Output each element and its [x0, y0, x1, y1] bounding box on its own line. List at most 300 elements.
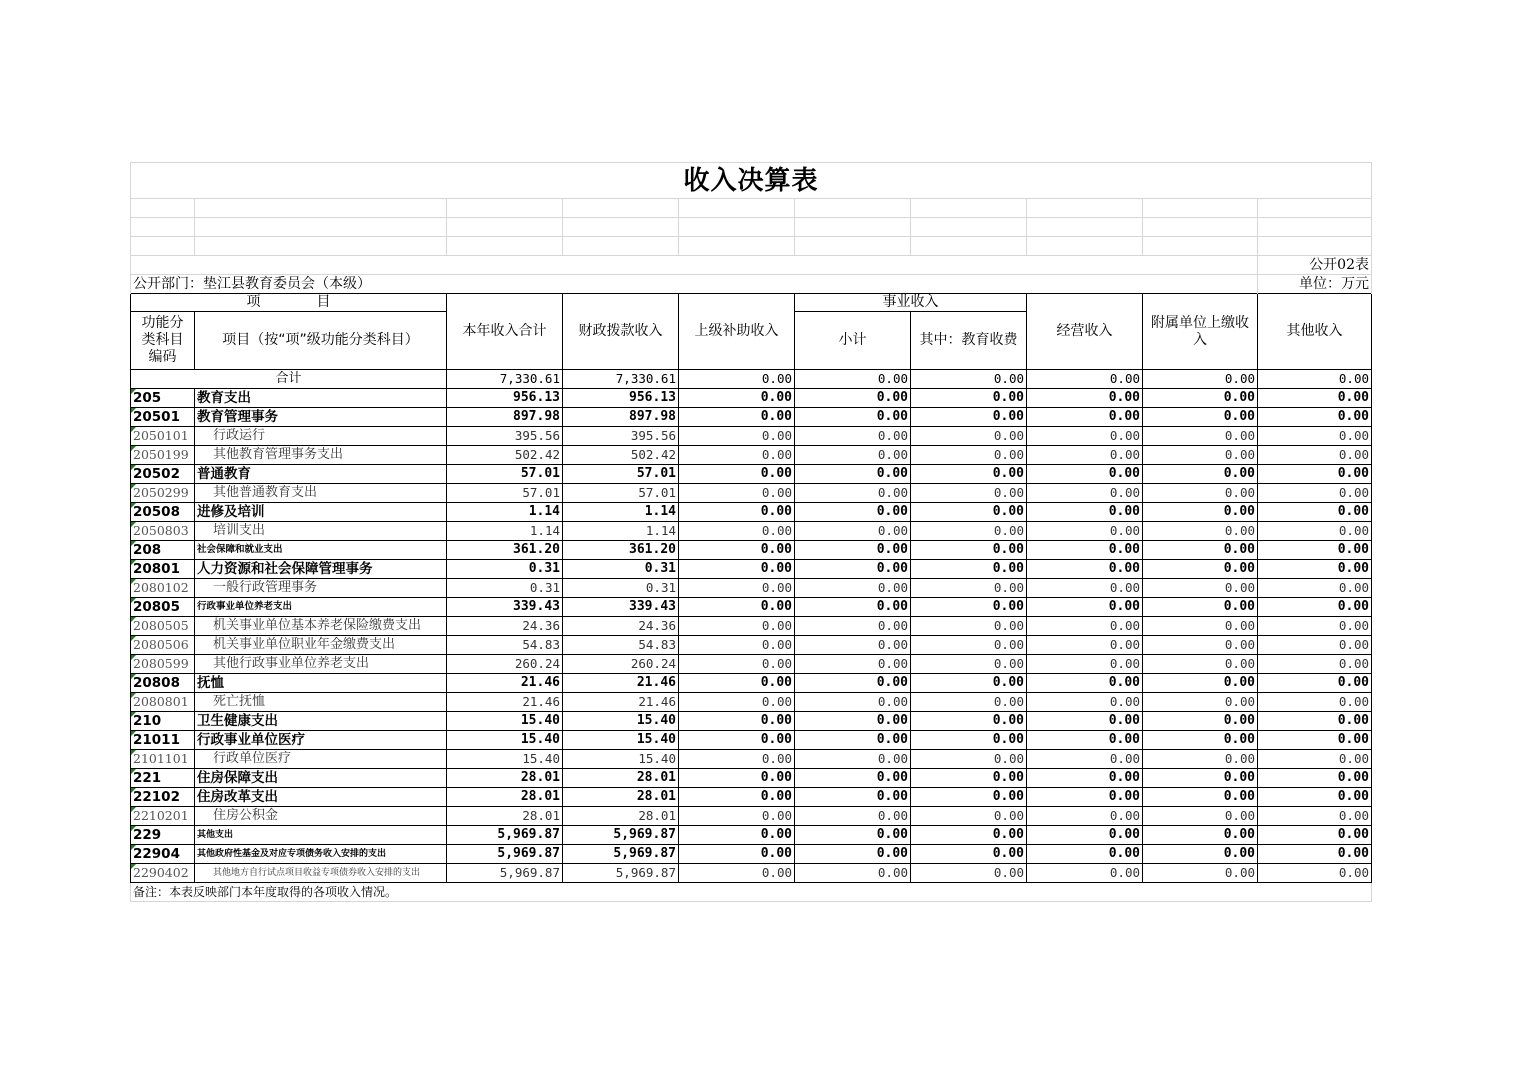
amount-cell: 0.00	[911, 693, 1027, 712]
amount-cell: 0.00	[679, 864, 795, 883]
amount-cell: 0.00	[795, 826, 911, 845]
item-name-cell: 普通教育	[195, 465, 447, 484]
amount-cell: 1.14	[447, 503, 563, 522]
item-name-cell: 其他普通教育支出	[195, 484, 447, 503]
amount-cell: 28.01	[563, 769, 679, 788]
amount-cell: 0.00	[1258, 845, 1372, 864]
amount-cell: 0.00	[795, 807, 911, 826]
table-row	[131, 826, 1372, 845]
amount-cell: 0.00	[1027, 579, 1143, 598]
amount-cell: 0.00	[795, 674, 911, 693]
amount-cell: 0.31	[563, 560, 679, 579]
amount-cell: 0.00	[1027, 845, 1143, 864]
amount-cell: 24.36	[563, 617, 679, 636]
total-cell: 0.00	[679, 370, 795, 389]
amount-cell: 54.83	[563, 636, 679, 655]
amount-cell: 0.00	[911, 484, 1027, 503]
function-code-cell: 208	[131, 541, 195, 560]
amount-cell: 5,969.87	[563, 864, 679, 883]
function-code-cell: 2080505	[131, 617, 195, 636]
table-row	[131, 503, 1372, 522]
amount-cell: 54.83	[447, 636, 563, 655]
amount-cell: 0.00	[1027, 636, 1143, 655]
item-name-cell: 行政单位医疗	[195, 750, 447, 769]
amount-cell: 0.00	[911, 655, 1027, 674]
amount-cell: 0.00	[1027, 560, 1143, 579]
amount-cell: 0.00	[1258, 750, 1372, 769]
amount-cell: 0.00	[911, 788, 1027, 807]
amount-cell: 1.14	[563, 503, 679, 522]
footnote: 备注：本表反映部门本年度取得的各项收入情况。	[131, 883, 1372, 902]
amount-cell: 28.01	[563, 788, 679, 807]
amount-cell: 5,969.87	[563, 845, 679, 864]
amount-cell: 0.00	[1143, 750, 1258, 769]
amount-cell: 0.00	[911, 617, 1027, 636]
amount-cell: 0.00	[911, 427, 1027, 446]
amount-cell: 0.00	[679, 484, 795, 503]
amount-cell: 0.31	[447, 560, 563, 579]
amount-cell: 0.00	[1143, 617, 1258, 636]
amount-cell: 0.00	[1258, 807, 1372, 826]
item-name-cell: 其他教育管理事务支出	[195, 446, 447, 465]
amount-cell: 0.00	[1143, 484, 1258, 503]
amount-cell: 0.00	[1027, 731, 1143, 750]
amount-cell: 0.00	[795, 712, 911, 731]
amount-cell: 0.00	[1258, 598, 1372, 617]
amount-cell: 0.00	[1258, 522, 1372, 541]
amount-cell: 21.46	[447, 693, 563, 712]
function-code-cell: 2050101	[131, 427, 195, 446]
amount-cell: 0.00	[679, 655, 795, 674]
table-row	[131, 693, 1372, 712]
table-row	[131, 446, 1372, 465]
amount-cell: 0.00	[795, 864, 911, 883]
amount-cell: 5,969.87	[447, 845, 563, 864]
amount-cell: 0.00	[1258, 864, 1372, 883]
amount-cell: 0.00	[1258, 636, 1372, 655]
item-name-cell: 卫生健康支出	[195, 712, 447, 731]
amount-cell: 5,969.87	[563, 826, 679, 845]
header-affiliated: 附属单位上缴收入	[1143, 294, 1258, 370]
table-header	[131, 294, 1372, 370]
table-row	[131, 731, 1372, 750]
table-row	[131, 617, 1372, 636]
amount-cell: 0.00	[1258, 674, 1372, 693]
amount-cell: 0.00	[1258, 693, 1372, 712]
function-code-cell: 229	[131, 826, 195, 845]
header-subtotal: 小计	[795, 312, 911, 370]
header-business: 经营收入	[1027, 294, 1143, 370]
table-row	[131, 560, 1372, 579]
amount-cell: 5,969.87	[447, 864, 563, 883]
item-name-cell: 住房改革支出	[195, 788, 447, 807]
amount-cell: 0.00	[911, 560, 1027, 579]
amount-cell: 24.36	[447, 617, 563, 636]
amount-cell: 0.00	[679, 389, 795, 408]
amount-cell: 0.00	[1143, 465, 1258, 484]
amount-cell: 57.01	[563, 465, 679, 484]
amount-cell: 15.40	[447, 712, 563, 731]
table-row	[131, 769, 1372, 788]
amount-cell: 0.00	[679, 579, 795, 598]
amount-cell: 0.00	[795, 693, 911, 712]
amount-cell: 0.00	[795, 541, 911, 560]
table-row	[131, 674, 1372, 693]
amount-cell: 897.98	[447, 408, 563, 427]
table-row	[131, 864, 1372, 883]
amount-cell: 502.42	[447, 446, 563, 465]
amount-cell: 0.00	[911, 674, 1027, 693]
amount-cell: 260.24	[563, 655, 679, 674]
amount-cell: 0.00	[1143, 522, 1258, 541]
income-statement-sheet	[130, 162, 1371, 902]
amount-cell: 0.00	[1143, 731, 1258, 750]
table-row	[131, 579, 1372, 598]
header-total-income: 本年收入合计	[447, 294, 563, 370]
item-name-cell: 教育支出	[195, 389, 447, 408]
amount-cell: 0.00	[795, 522, 911, 541]
amount-cell: 0.00	[1143, 693, 1258, 712]
amount-cell: 0.00	[1143, 541, 1258, 560]
amount-cell: 0.00	[1027, 655, 1143, 674]
amount-cell: 0.00	[1027, 769, 1143, 788]
total-label: 合计	[131, 370, 447, 389]
amount-cell: 0.00	[1258, 579, 1372, 598]
item-name-cell: 机关事业单位基本养老保险缴费支出	[195, 617, 447, 636]
amount-cell: 0.00	[1027, 807, 1143, 826]
item-name-cell: 行政事业单位医疗	[195, 731, 447, 750]
amount-cell: 0.00	[795, 617, 911, 636]
item-name-cell: 住房公积金	[195, 807, 447, 826]
amount-cell: 0.00	[1027, 864, 1143, 883]
function-code-cell: 22102	[131, 788, 195, 807]
amount-cell: 0.00	[1143, 655, 1258, 674]
table-row	[131, 712, 1372, 731]
amount-cell: 0.00	[1143, 503, 1258, 522]
amount-cell: 0.00	[1143, 560, 1258, 579]
amount-cell: 0.00	[1143, 788, 1258, 807]
amount-cell: 0.00	[911, 408, 1027, 427]
amount-cell: 0.00	[1143, 826, 1258, 845]
amount-cell: 339.43	[447, 598, 563, 617]
item-name-cell: 培训支出	[195, 522, 447, 541]
amount-cell: 0.00	[911, 712, 1027, 731]
amount-cell: 260.24	[447, 655, 563, 674]
table-row	[131, 408, 1372, 427]
amount-cell: 0.00	[679, 598, 795, 617]
amount-cell: 0.00	[1027, 446, 1143, 465]
function-code-cell: 2080801	[131, 693, 195, 712]
amount-cell: 0.00	[795, 465, 911, 484]
amount-cell: 15.40	[447, 731, 563, 750]
amount-cell: 0.00	[911, 750, 1027, 769]
amount-cell: 0.00	[1143, 807, 1258, 826]
amount-cell: 0.00	[1258, 484, 1372, 503]
amount-cell: 0.00	[679, 636, 795, 655]
amount-cell: 0.00	[1258, 655, 1372, 674]
amount-cell: 0.00	[1027, 598, 1143, 617]
amount-cell: 0.00	[911, 826, 1027, 845]
amount-cell: 0.00	[679, 560, 795, 579]
amount-cell: 0.00	[679, 750, 795, 769]
table-row	[131, 750, 1372, 769]
amount-cell: 15.40	[563, 750, 679, 769]
amount-cell: 0.00	[1143, 446, 1258, 465]
amount-cell: 361.20	[563, 541, 679, 560]
item-name-cell: 行政事业单位养老支出	[195, 598, 447, 617]
item-name-cell: 抚恤	[195, 674, 447, 693]
table-row	[131, 484, 1372, 503]
table-row	[131, 636, 1372, 655]
amount-cell: 0.00	[911, 541, 1027, 560]
amount-cell: 0.00	[679, 446, 795, 465]
amount-cell: 0.00	[679, 674, 795, 693]
function-code-cell: 21011	[131, 731, 195, 750]
header-code: 功能分类科目编码	[131, 312, 195, 370]
amount-cell: 0.00	[1027, 427, 1143, 446]
amount-cell: 0.00	[1258, 427, 1372, 446]
table-row	[131, 598, 1372, 617]
item-name-cell: 住房保障支出	[195, 769, 447, 788]
amount-cell: 0.00	[795, 389, 911, 408]
amount-cell: 28.01	[447, 788, 563, 807]
table-number: 公开02表	[1258, 256, 1372, 275]
function-code-cell: 20508	[131, 503, 195, 522]
amount-cell: 0.00	[1027, 408, 1143, 427]
amount-cell: 0.00	[911, 845, 1027, 864]
amount-cell: 0.00	[679, 731, 795, 750]
amount-cell: 0.00	[1027, 484, 1143, 503]
amount-cell: 0.00	[1027, 389, 1143, 408]
amount-cell: 0.00	[679, 693, 795, 712]
function-code-cell: 221	[131, 769, 195, 788]
amount-cell: 0.00	[1143, 579, 1258, 598]
amount-cell: 0.00	[1143, 769, 1258, 788]
function-code-cell: 22904	[131, 845, 195, 864]
amount-cell: 0.00	[1258, 389, 1372, 408]
amount-cell: 0.00	[911, 579, 1027, 598]
table-row	[131, 845, 1372, 864]
table-row	[131, 522, 1372, 541]
amount-cell: 0.00	[795, 579, 911, 598]
amount-cell: 0.00	[1027, 465, 1143, 484]
function-code-cell: 2080506	[131, 636, 195, 655]
amount-cell: 0.00	[911, 864, 1027, 883]
function-code-cell: 20501	[131, 408, 195, 427]
amount-cell: 5,969.87	[447, 826, 563, 845]
amount-cell: 57.01	[447, 484, 563, 503]
amount-cell: 0.00	[911, 807, 1027, 826]
amount-cell: 956.13	[447, 389, 563, 408]
amount-cell: 15.40	[447, 750, 563, 769]
amount-cell: 0.31	[447, 579, 563, 598]
table-row	[131, 655, 1372, 674]
amount-cell: 0.00	[911, 636, 1027, 655]
amount-cell: 0.31	[563, 579, 679, 598]
amount-cell: 0.00	[679, 845, 795, 864]
table-row	[131, 788, 1372, 807]
amount-cell: 0.00	[1258, 465, 1372, 484]
amount-cell: 0.00	[1027, 503, 1143, 522]
header-fiscal: 财政拨款收入	[563, 294, 679, 370]
amount-cell: 0.00	[679, 541, 795, 560]
amount-cell: 0.00	[1143, 408, 1258, 427]
amount-cell: 0.00	[1258, 541, 1372, 560]
amount-cell: 0.00	[1258, 769, 1372, 788]
total-cell: 7,330.61	[563, 370, 679, 389]
amount-cell: 0.00	[795, 845, 911, 864]
amount-cell: 395.56	[447, 427, 563, 446]
page-title: 收入决算表	[131, 163, 1372, 199]
item-name-cell: 其他地方自行试点项目收益专项债券收入安排的支出	[195, 864, 447, 883]
amount-cell: 0.00	[1258, 408, 1372, 427]
table-body	[131, 370, 1372, 883]
amount-cell: 0.00	[679, 769, 795, 788]
amount-cell: 956.13	[563, 389, 679, 408]
amount-cell: 0.00	[1258, 560, 1372, 579]
amount-cell: 0.00	[795, 750, 911, 769]
item-name-cell: 进修及培训	[195, 503, 447, 522]
amount-cell: 0.00	[1027, 541, 1143, 560]
header-edu-fee: 其中：教育收费	[911, 312, 1027, 370]
item-name-cell: 人力资源和社会保障管理事务	[195, 560, 447, 579]
amount-cell: 361.20	[447, 541, 563, 560]
function-code-cell: 2101101	[131, 750, 195, 769]
amount-cell: 1.14	[563, 522, 679, 541]
amount-cell: 0.00	[679, 712, 795, 731]
income-table	[130, 162, 1372, 902]
function-code-cell: 2210201	[131, 807, 195, 826]
amount-cell: 21.46	[447, 674, 563, 693]
amount-cell: 0.00	[679, 465, 795, 484]
amount-cell: 1.14	[447, 522, 563, 541]
amount-cell: 0.00	[911, 389, 1027, 408]
header-superior: 上级补助收入	[679, 294, 795, 370]
amount-cell: 0.00	[795, 655, 911, 674]
total-cell: 0.00	[795, 370, 911, 389]
amount-cell: 395.56	[563, 427, 679, 446]
amount-cell: 0.00	[911, 769, 1027, 788]
amount-cell: 0.00	[1027, 522, 1143, 541]
total-cell: 0.00	[1027, 370, 1143, 389]
function-code-cell: 20808	[131, 674, 195, 693]
amount-cell: 0.00	[911, 465, 1027, 484]
amount-cell: 0.00	[795, 427, 911, 446]
item-name-cell: 行政运行	[195, 427, 447, 446]
amount-cell: 0.00	[1258, 712, 1372, 731]
amount-cell: 0.00	[1143, 598, 1258, 617]
amount-cell: 0.00	[679, 617, 795, 636]
amount-cell: 0.00	[1143, 712, 1258, 731]
amount-cell: 0.00	[1258, 503, 1372, 522]
amount-cell: 28.01	[563, 807, 679, 826]
function-code-cell: 2290402	[131, 864, 195, 883]
amount-cell: 0.00	[1027, 693, 1143, 712]
header-name: 项目（按“项”级功能分类科目）	[195, 312, 447, 370]
amount-cell: 0.00	[1027, 712, 1143, 731]
function-code-cell: 2050803	[131, 522, 195, 541]
amount-cell: 0.00	[679, 408, 795, 427]
amount-cell: 15.40	[563, 712, 679, 731]
amount-cell: 0.00	[795, 598, 911, 617]
function-code-cell: 20502	[131, 465, 195, 484]
amount-cell: 0.00	[679, 788, 795, 807]
amount-cell: 0.00	[911, 446, 1027, 465]
amount-cell: 0.00	[679, 522, 795, 541]
amount-cell: 0.00	[1027, 826, 1143, 845]
function-code-cell: 2050199	[131, 446, 195, 465]
amount-cell: 0.00	[679, 826, 795, 845]
amount-cell: 0.00	[795, 560, 911, 579]
amount-cell: 339.43	[563, 598, 679, 617]
amount-cell: 0.00	[795, 484, 911, 503]
amount-cell: 0.00	[1143, 636, 1258, 655]
amount-cell: 0.00	[679, 807, 795, 826]
item-name-cell: 死亡抚恤	[195, 693, 447, 712]
amount-cell: 0.00	[1027, 750, 1143, 769]
amount-cell: 0.00	[1258, 731, 1372, 750]
item-name-cell: 机关事业单位职业年金缴费支出	[195, 636, 447, 655]
table-row	[131, 465, 1372, 484]
amount-cell: 0.00	[795, 788, 911, 807]
amount-cell: 0.00	[795, 731, 911, 750]
amount-cell: 0.00	[1143, 864, 1258, 883]
amount-cell: 0.00	[911, 598, 1027, 617]
function-code-cell: 2050299	[131, 484, 195, 503]
amount-cell: 0.00	[795, 769, 911, 788]
amount-cell: 0.00	[795, 503, 911, 522]
amount-cell: 0.00	[1258, 446, 1372, 465]
amount-cell: 21.46	[563, 674, 679, 693]
amount-cell: 57.01	[563, 484, 679, 503]
table-row	[131, 427, 1372, 446]
amount-cell: 0.00	[1027, 788, 1143, 807]
amount-cell: 57.01	[447, 465, 563, 484]
total-cell: 0.00	[1143, 370, 1258, 389]
function-code-cell: 2080102	[131, 579, 195, 598]
total-row	[131, 370, 1372, 389]
amount-cell: 897.98	[563, 408, 679, 427]
amount-cell: 28.01	[447, 807, 563, 826]
table-row	[131, 807, 1372, 826]
function-code-cell: 2080599	[131, 655, 195, 674]
amount-cell: 15.40	[563, 731, 679, 750]
amount-cell: 0.00	[679, 503, 795, 522]
function-code-cell: 205	[131, 389, 195, 408]
amount-cell: 21.46	[563, 693, 679, 712]
total-cell: 7,330.61	[447, 370, 563, 389]
amount-cell: 0.00	[1143, 389, 1258, 408]
item-name-cell: 其他行政事业单位养老支出	[195, 655, 447, 674]
amount-cell: 0.00	[1143, 427, 1258, 446]
function-code-cell: 20805	[131, 598, 195, 617]
amount-cell: 28.01	[447, 769, 563, 788]
unit-label: 单位：万元	[1258, 275, 1372, 294]
header-other: 其他收入	[1258, 294, 1372, 370]
total-cell: 0.00	[1258, 370, 1372, 389]
function-code-cell: 210	[131, 712, 195, 731]
amount-cell: 0.00	[1027, 617, 1143, 636]
function-code-cell: 20801	[131, 560, 195, 579]
amount-cell: 0.00	[911, 731, 1027, 750]
amount-cell: 0.00	[1258, 617, 1372, 636]
header-shiye-group: 事业收入	[795, 294, 1027, 312]
amount-cell: 0.00	[1143, 845, 1258, 864]
amount-cell: 0.00	[679, 427, 795, 446]
header-item-group: 项 目	[131, 294, 447, 312]
amount-cell: 0.00	[1027, 674, 1143, 693]
amount-cell: 0.00	[1143, 674, 1258, 693]
